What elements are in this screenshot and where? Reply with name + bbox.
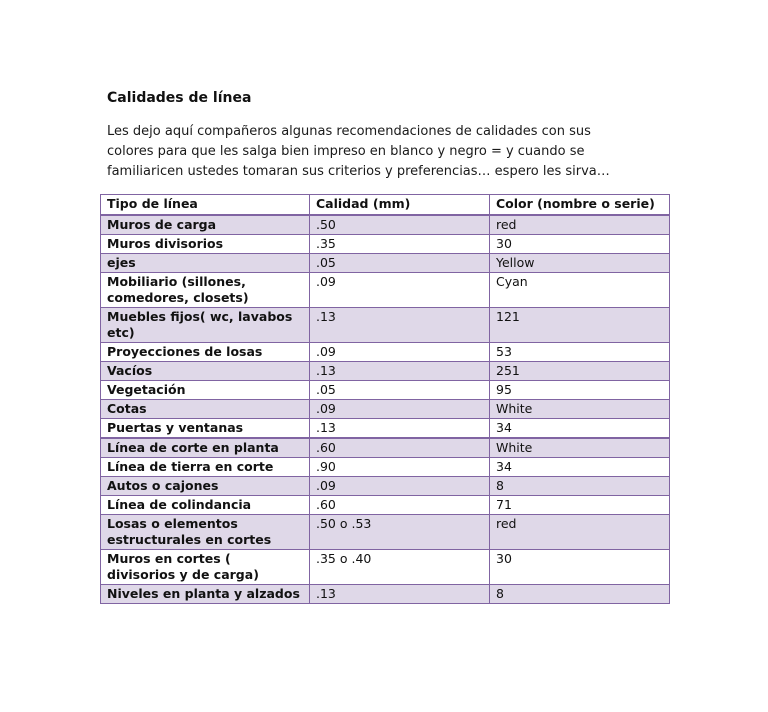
cell-tipo: Muros en cortes ( divisorios y de carga) [101,550,310,585]
cell-tipo: Losas o elementos estructurales en cortes [101,515,310,550]
cell-color: 53 [490,343,670,362]
cell-color: 30 [490,550,670,585]
table-row [101,235,670,254]
intro-line: colores para que les salga bien impreso en blanco y negro = y cuando se [107,144,585,159]
cell-tipo: Línea de colindancia [101,496,310,515]
cell-calidad: .13 [310,419,490,439]
cell-calidad: .90 [310,458,490,477]
cell-color: Yellow [490,254,670,273]
cell-tipo: Línea de tierra en corte [101,458,310,477]
cell-tipo: Muebles fijos( wc, lavabos etc) [101,308,310,343]
intro-line: familiaricen ustedes tomaran sus criterios y preferencias… espero les sirva… [107,164,610,179]
line-quality-table [100,194,670,604]
cell-calidad: .35 [310,235,490,254]
cell-calidad: .09 [310,343,490,362]
cell-tipo: Muros de carga [101,215,310,235]
cell-tipo: Niveles en planta y alzados [101,585,310,604]
header-calidad: Calidad (mm) [310,195,490,216]
table-row [101,419,670,439]
cell-calidad: .13 [310,308,490,343]
cell-calidad: .60 [310,438,490,458]
table-row [101,515,670,550]
cell-calidad: .35 o .40 [310,550,490,585]
cell-calidad: .13 [310,362,490,381]
cell-color: 34 [490,458,670,477]
cell-calidad: .60 [310,496,490,515]
table-row [101,585,670,604]
header-tipo: Tipo de línea [101,195,310,216]
table-row [101,273,670,308]
table-header-row [101,195,670,216]
table-row [101,400,670,419]
cell-tipo: Línea de corte en planta [101,438,310,458]
table-row [101,254,670,273]
table-row [101,215,670,235]
cell-calidad: .05 [310,381,490,400]
cell-tipo: Muros divisorios [101,235,310,254]
header-color: Color (nombre o serie) [490,195,670,216]
cell-tipo: ejes [101,254,310,273]
cell-color: 251 [490,362,670,381]
table-row [101,362,670,381]
cell-tipo: Cotas [101,400,310,419]
cell-color: 8 [490,477,670,496]
cell-tipo: Vegetación [101,381,310,400]
cell-color: red [490,515,670,550]
cell-calidad: .09 [310,273,490,308]
cell-tipo: Mobiliario (sillones, comedores, closets) [101,273,310,308]
table-row [101,458,670,477]
cell-tipo: Vacíos [101,362,310,381]
cell-color: red [490,215,670,235]
cell-color: White [490,400,670,419]
cell-calidad: .50 [310,215,490,235]
cell-color: 30 [490,235,670,254]
cell-color: Cyan [490,273,670,308]
cell-color: 34 [490,419,670,439]
cell-calidad: .13 [310,585,490,604]
table-row [101,477,670,496]
cell-calidad: .05 [310,254,490,273]
table-row [101,550,670,585]
cell-tipo: Autos o cajones [101,477,310,496]
cell-color: White [490,438,670,458]
cell-calidad: .50 o .53 [310,515,490,550]
table-row [101,496,670,515]
table-row [101,381,670,400]
cell-color: 71 [490,496,670,515]
intro-paragraph [107,122,647,182]
cell-color: 121 [490,308,670,343]
cell-color: 95 [490,381,670,400]
document-title: Calidades de línea [107,90,252,106]
intro-line: Les dejo aquí compañeros algunas recomendaciones de calidades con sus [107,124,591,139]
cell-tipo: Puertas y ventanas [101,419,310,439]
cell-tipo: Proyecciones de losas [101,343,310,362]
cell-calidad: .09 [310,477,490,496]
table-row [101,343,670,362]
table-row [101,308,670,343]
table-row [101,438,670,458]
cell-color: 8 [490,585,670,604]
cell-calidad: .09 [310,400,490,419]
